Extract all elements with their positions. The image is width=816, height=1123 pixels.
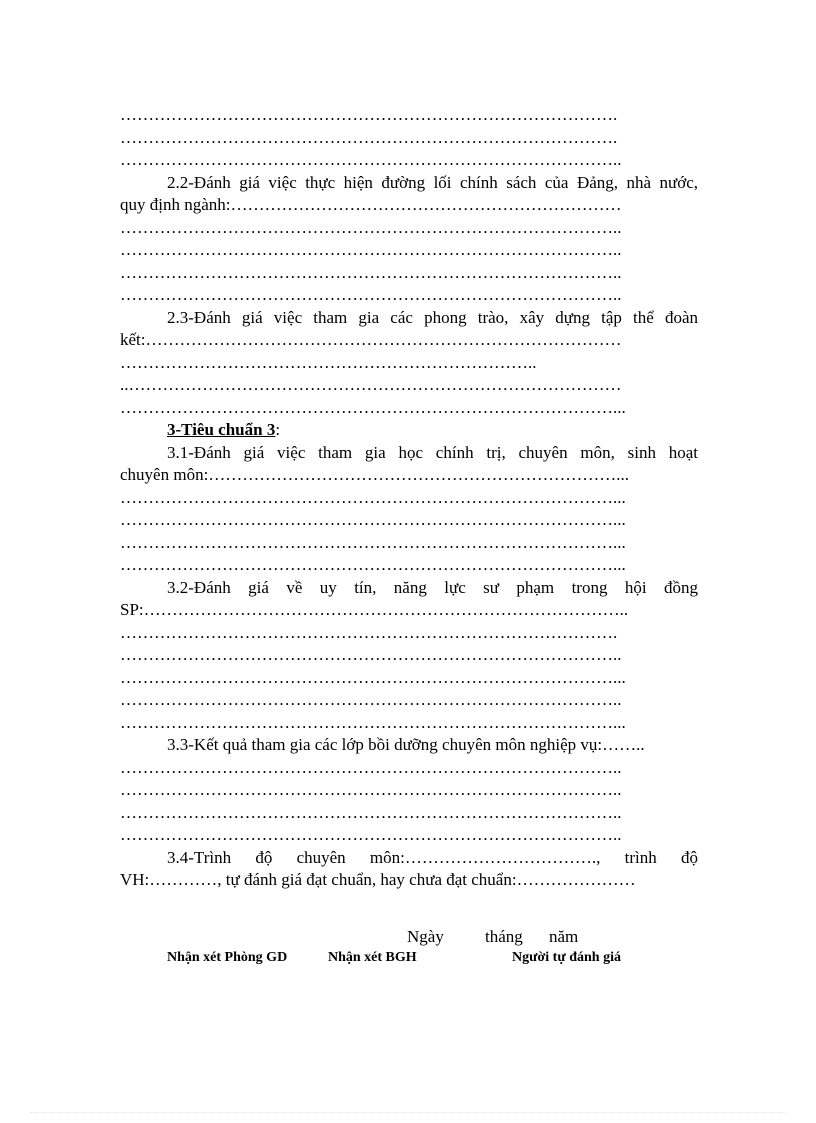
text-line: 3.2-Đánh giá về uy tín, năng lực sư phạm trong hội đồng [167, 577, 698, 597]
dotted-answer-line: ……………………………………………………………………………... [120, 712, 626, 732]
section-heading-suffix: : [275, 420, 281, 439]
text-line: 2.2-Đánh giá việc thực hiện đường lối chính sách của Đảng, nhà nước, [167, 172, 698, 192]
signature-bgh: Nhận xét BGH [328, 950, 417, 965]
text-line: 3.4-Trình độ chuyên môn:……………………………., trình độ [167, 847, 698, 867]
dotted-answer-line: ……………………………………………………………………………. [120, 622, 618, 642]
dotted-answer-line: ……………………………………………………………………………... [120, 510, 626, 529]
dotted-answer-line: …………………………………………………………………………….. [120, 240, 622, 259]
dotted-answer-line: …………………………………………………………………………….. [120, 690, 622, 709]
section-heading-label: 3-Tiêu chuẩn 3 [167, 420, 276, 439]
dotted-answer-line: ……………………………………………………………………………... [120, 487, 626, 507]
signature-phong-gd: Nhận xét Phòng GD [167, 950, 288, 965]
dotted-answer-line: …………………………………………………………………………….. [120, 780, 622, 799]
dotted-answer-line: …………………………………………………………………………….. [120, 802, 622, 822]
text-line: 2.3-Đánh giá việc tham gia các phong trào, xây dựng tập thể đoàn [167, 307, 698, 327]
dotted-answer-line: …………………………………………………………………………….. [120, 285, 622, 304]
document-body [120, 104, 698, 892]
section-heading [120, 419, 698, 442]
text-line: 3.3-Kết quả tham gia các lớp bồi dưỡng chuyên môn nghiệp vụ:…….. [167, 735, 645, 754]
dotted-answer-line: …………………………………………………………………………….. [120, 217, 622, 237]
text-line: quy định ngành:…………………………………………………………… [120, 195, 622, 214]
dotted-answer-line: ……………………………………………………………………………... [120, 667, 626, 687]
date-month: tháng [485, 927, 523, 946]
dotted-answer-line: ……………………………………………………………………………... [120, 397, 626, 417]
text-line: VH:…………, tự đánh giá đạt chuẩn, hay chưa đạt chuẩn:………………… [120, 870, 636, 889]
page-border [30, 1112, 786, 1113]
dotted-answer-line: ……………………………………………………………….. [120, 352, 537, 372]
dotted-answer-line: …………………………………………………………………………….. [120, 645, 622, 664]
dotted-answer-line: ……………………………………………………………………………. [120, 127, 618, 147]
dotted-answer-line: …………………………………………………………………………….. [120, 262, 622, 282]
dotted-answer-line: ……………………………………………………………………………. [120, 105, 618, 124]
date-year: năm [549, 927, 579, 946]
signature-self: Người tự đánh giá [512, 950, 621, 965]
text-line: 3.1-Đánh giá việc tham gia học chính trị, chuyên môn, sinh hoạt [167, 442, 698, 462]
text-line: SP:………………………………………………………………………….. [120, 600, 629, 619]
dotted-answer-line: …………………………………………………………………………….. [120, 825, 622, 844]
date-day: Ngày [407, 927, 444, 946]
text-line: kết:………………………………………………………………………… [120, 330, 622, 349]
date-line [407, 927, 578, 947]
text-line: chuyên môn:………………………………………………………………... [120, 465, 630, 484]
dotted-answer-line: ……………………………………………………………………………... [120, 555, 626, 574]
dotted-answer-line: …………………………………………………………………………….. [120, 757, 622, 777]
dotted-answer-line: ……………………………………………………………………………... [120, 532, 626, 552]
dotted-answer-line: ..…………………………………………………………………………… [120, 375, 622, 394]
dotted-answer-line: …………………………………………………………………………….. [120, 150, 622, 169]
